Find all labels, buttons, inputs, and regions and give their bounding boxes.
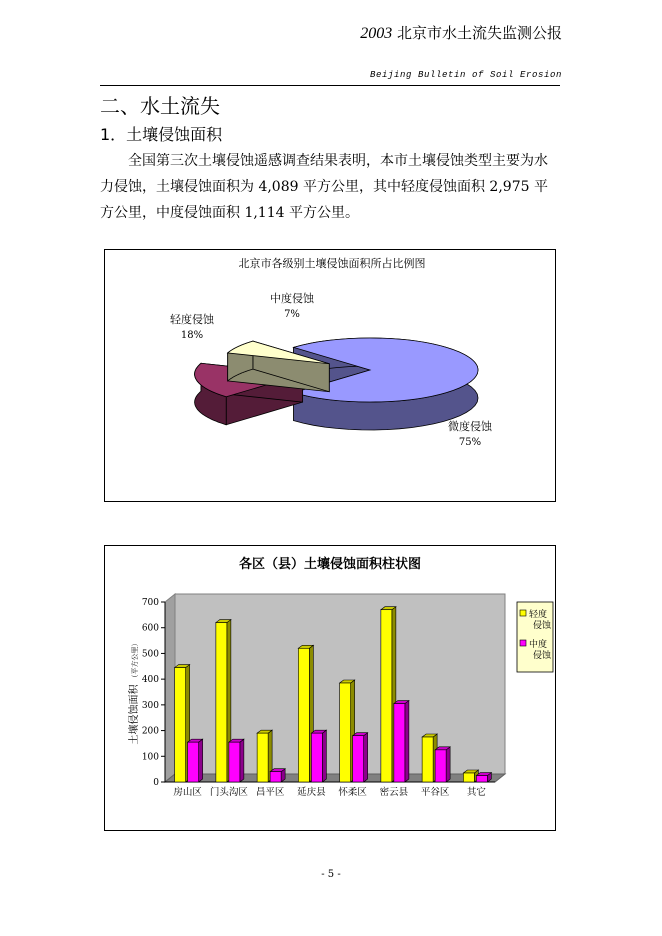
pie-label-pct: 75% [458,437,482,448]
legend-swatch [520,610,526,616]
x-tick-label: 昌平区 [255,787,285,798]
x-tick-label: 延庆县 [297,787,326,798]
bar [476,773,491,782]
legend-label: 轻度侵蚀 [529,610,552,631]
x-tick-label: 平谷区 [420,787,450,798]
y-tick-label: 200 [141,726,159,737]
header-rule [100,85,560,86]
page-number: - 5 - [321,869,341,880]
bar [394,701,409,782]
pie-label-pct: 7% [284,309,300,320]
header-year: 2003 [360,25,393,42]
x-tick-label: 怀柔区 [338,787,367,798]
pie-chart [105,250,555,501]
header-title-text: 北京市水土流失监测公报 [396,24,562,42]
pie-slices [195,338,478,430]
body-paragraph [100,148,560,226]
bar-legend [517,602,553,672]
bulletin-header-title [360,22,562,43]
y-tick-label: 400 [141,675,159,686]
legend-swatch [520,640,526,646]
x-tick-label: 密云县 [379,787,409,798]
header-subtitle: Beijing Bulletin of Soil Erosion [369,70,562,80]
y-axis-title [127,640,140,745]
x-tick-label: 其它 [466,787,486,798]
y-tick-label: 300 [141,700,159,711]
y-axis-title-text: 土壤侵蚀面积 [129,684,140,745]
pie-chart-title: 北京市各级别土壤侵蚀面积所占比例图 [238,257,426,270]
pie-label-name: 微度侵蚀 [448,420,492,433]
bar [435,747,450,782]
plot-side-wall [165,594,175,782]
y-tick-label: 500 [141,649,159,660]
x-tick-label: 门头沟区 [209,787,248,798]
paragraph-text: 全国第三次土壤侵蚀遥感调查结果表明，本市土壤侵蚀类型主要为水力侵蚀，土壤侵蚀面积为 4,089 平方公里，其中轻度侵蚀面积 2,975 平方公里，中度侵蚀面积 1,114 平方公里。 [100,153,548,221]
bar [353,733,368,782]
section-heading: 二、水土流失 [100,94,220,118]
subsection-heading: 1．土壤侵蚀面积 [100,125,223,144]
pie-label-pct: 18% [180,330,204,341]
y-tick-label: 0 [153,778,159,788]
y-tick-label: 700 [141,598,159,608]
bar [229,739,244,782]
y-tick-label: 100 [141,752,159,763]
y-tick-label: 600 [141,623,159,634]
bar [188,739,203,782]
pie-label-name: 轻度侵蚀 [170,313,214,326]
bar [311,730,326,782]
y-axis-unit: （平方公里） [131,639,139,682]
bar-chart-title: 各区（县）土壤侵蚀面积柱状图 [238,557,422,572]
pie-chart-frame [104,249,556,502]
x-tick-label: 房山区 [173,787,202,798]
legend-label: 中度侵蚀 [529,640,552,661]
pie-label-name: 中度侵蚀 [270,292,314,305]
bar-chart-frame [104,545,556,831]
bar-chart [105,546,555,830]
bar [270,769,285,782]
